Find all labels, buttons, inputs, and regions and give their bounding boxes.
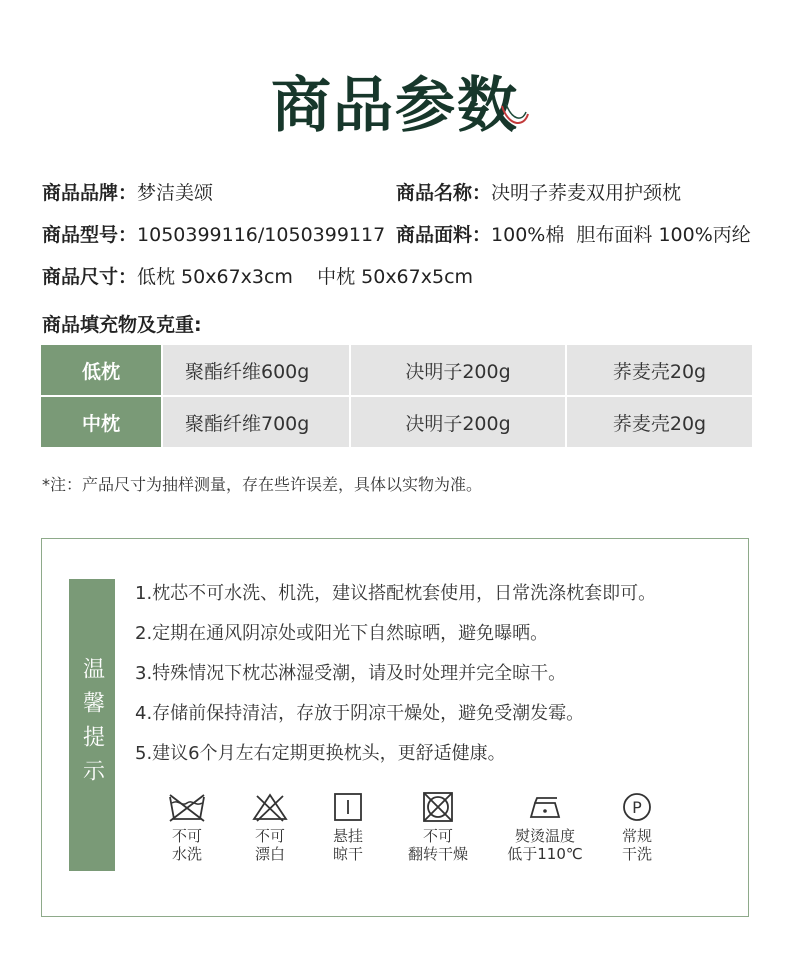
filling-heading: 商品填充物及克重: xyxy=(42,314,202,336)
spec-fabric-value: 100%棉 胆布面料 100%丙纶 xyxy=(491,224,751,246)
care-label-line: 不可 xyxy=(171,827,202,845)
tips-side-label xyxy=(69,579,115,871)
filling-table xyxy=(41,345,752,447)
care-line-dry xyxy=(308,791,388,863)
spec-fabric xyxy=(396,220,751,247)
spec-brand-label: 商品品牌： xyxy=(42,182,138,204)
care-label-line: 悬挂 xyxy=(332,827,363,845)
spec-model-label: 商品型号： xyxy=(42,224,138,246)
row-header-mid: 中枕 xyxy=(41,397,161,447)
row-header-low: 低枕 xyxy=(41,345,161,395)
care-no-bleach xyxy=(230,791,310,863)
spec-size xyxy=(42,262,473,289)
spec-brand xyxy=(42,178,213,205)
care-label-line: 熨烫温度 xyxy=(514,827,575,845)
care-label-line: 水洗 xyxy=(171,845,202,863)
spec-fabric-label: 商品面料： xyxy=(396,224,492,246)
tip-item: 1.枕芯不可水洗、机洗，建议搭配枕套使用，日常洗涤枕套即可。 xyxy=(135,583,657,604)
spec-name xyxy=(396,178,681,205)
table-cell: 荞麦壳20g xyxy=(565,345,752,395)
spec-model-value: 1050399116/1050399117 xyxy=(137,224,386,246)
care-label-line: 翻转干燥 xyxy=(407,845,468,863)
tips-side-text: 温馨提示 xyxy=(79,657,105,793)
care-label-line: 漂白 xyxy=(254,845,285,863)
line-dry-icon xyxy=(328,791,368,823)
dry-clean-icon xyxy=(617,791,657,823)
care-label-line: 常规 xyxy=(621,827,652,845)
tips-panel xyxy=(41,538,749,917)
spec-size-label: 商品尺寸： xyxy=(42,266,138,288)
care-label-line: 低于110℃ xyxy=(507,845,583,863)
care-label-line: 干洗 xyxy=(621,845,652,863)
care-label-line: 不可 xyxy=(422,827,453,845)
table-row xyxy=(41,345,752,397)
tip-item: 5.建议6个月左右定期更换枕头，更舒适健康。 xyxy=(135,743,506,764)
spec-model xyxy=(42,220,385,247)
spec-name-value: 决明子荞麦双用护颈枕 xyxy=(491,182,682,204)
tip-item: 3.特殊情况下枕芯淋湿受潮，请及时处理并完全晾干。 xyxy=(135,663,567,684)
title-swirl-decoration xyxy=(498,100,532,130)
care-label-line: 晾干 xyxy=(332,845,363,863)
no-wash-icon xyxy=(167,791,207,823)
iron-icon xyxy=(525,791,565,823)
tip-item: 2.定期在通风阴凉处或阳光下自然晾晒，避免曝晒。 xyxy=(135,623,549,644)
care-no-tumble-dry xyxy=(398,791,478,863)
care-dry-clean xyxy=(597,791,677,863)
care-no-wash xyxy=(147,791,227,863)
spec-name-label: 商品名称： xyxy=(396,182,492,204)
table-cell: 聚酯纤维700g xyxy=(161,397,349,447)
no-tumble-dry-icon xyxy=(418,791,458,823)
page-title: 商品参数 xyxy=(271,71,519,141)
table-cell: 聚酯纤维600g xyxy=(161,345,349,395)
tip-item: 4.存储前保持清洁，存放于阴凉干燥处，避免受潮发霉。 xyxy=(135,703,585,724)
table-cell: 决明子200g xyxy=(349,345,565,395)
size-note: *注：产品尺寸为抽样测量，存在些许误差，具体以实物为准。 xyxy=(42,475,483,494)
table-cell: 荞麦壳20g xyxy=(565,397,752,447)
spec-brand-value: 梦洁美颂 xyxy=(137,182,214,204)
table-cell: 决明子200g xyxy=(349,397,565,447)
table-row xyxy=(41,397,752,447)
care-iron xyxy=(505,791,585,863)
no-bleach-icon xyxy=(250,791,290,823)
care-label-line: 不可 xyxy=(254,827,285,845)
spec-size-value: 低枕 50x67x3cm 中枕 50x67x5cm xyxy=(137,266,474,288)
svg-text:P: P xyxy=(632,798,642,817)
